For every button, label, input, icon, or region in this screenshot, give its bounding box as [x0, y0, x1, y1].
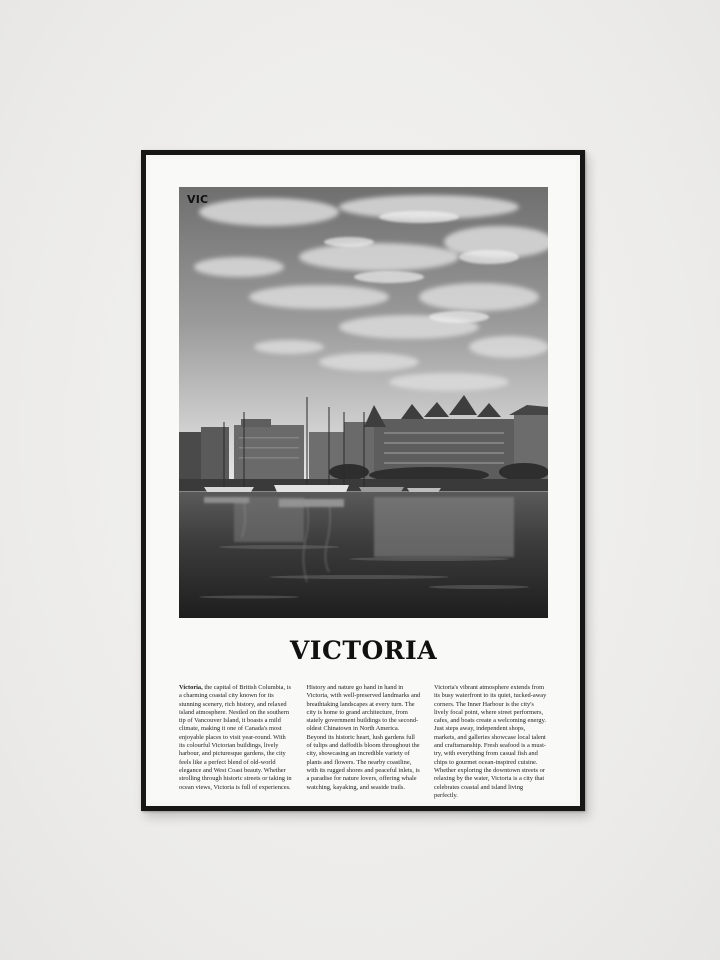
- city-code-label: VIC: [187, 193, 209, 206]
- poster-title: VICTORIA: [289, 636, 438, 665]
- description-column-1: [179, 684, 293, 800]
- description-column-3: [434, 684, 548, 800]
- description-columns: [179, 684, 548, 800]
- description-column-2: [307, 684, 421, 800]
- column-text: the capital of British Columbia, is a charming coastal city known for its stunning scenery, rich history, and relaxed island atmosphere. Nestled on the southern tip of Vancouver Island, it boasts a mild climate, making it one of Canada's most enjoyable places to visit year-round. With its colourful Victorian buildings, lively harbour, and picturesque gardens, the city feels like a perfect blend of old-world elegance and West Coast beauty. Whether strolling through historic streets or taking in ocean views, Victoria is full of experiences.: [179, 684, 292, 791]
- harbour-photo: [179, 187, 548, 618]
- column-lead: Victoria,: [179, 684, 203, 691]
- column-text: History and nature go hand in hand in Victoria, with well-preserved landmarks and breathtaking landscapes at every turn. The city is home to grand architecture, from stately government buildings to the second-oldest Chinatown in North America. Beyond its historic heart, lush gardens full of tulips and daffodils bloom throughout the city, showcasing an incredible variety of plants and flowers. The nearby coastline, with its rugged shores and peaceful inlets, is a paradise for nature lovers, offering whale watching, kayaking, and seaside trails.: [306, 684, 421, 791]
- column-text: Victoria's vibrant atmosphere extends from its busy waterfront to its quiet, tucked-away corners. The Inner Harbour is the city's lively focal point, where street performers, cafes, and boats create a welcoming energy. Just steps away, independent shops, markets, and galleries showcase local talent and craftsmanship. Fresh seafood is a must-try, with everything from casual fish and chips to gourmet ocean-inspired cuisine. Whether exploring the downtown streets or relaxing by the water, Victoria is a city that celebrates coastal and island living perfectly.: [434, 684, 547, 799]
